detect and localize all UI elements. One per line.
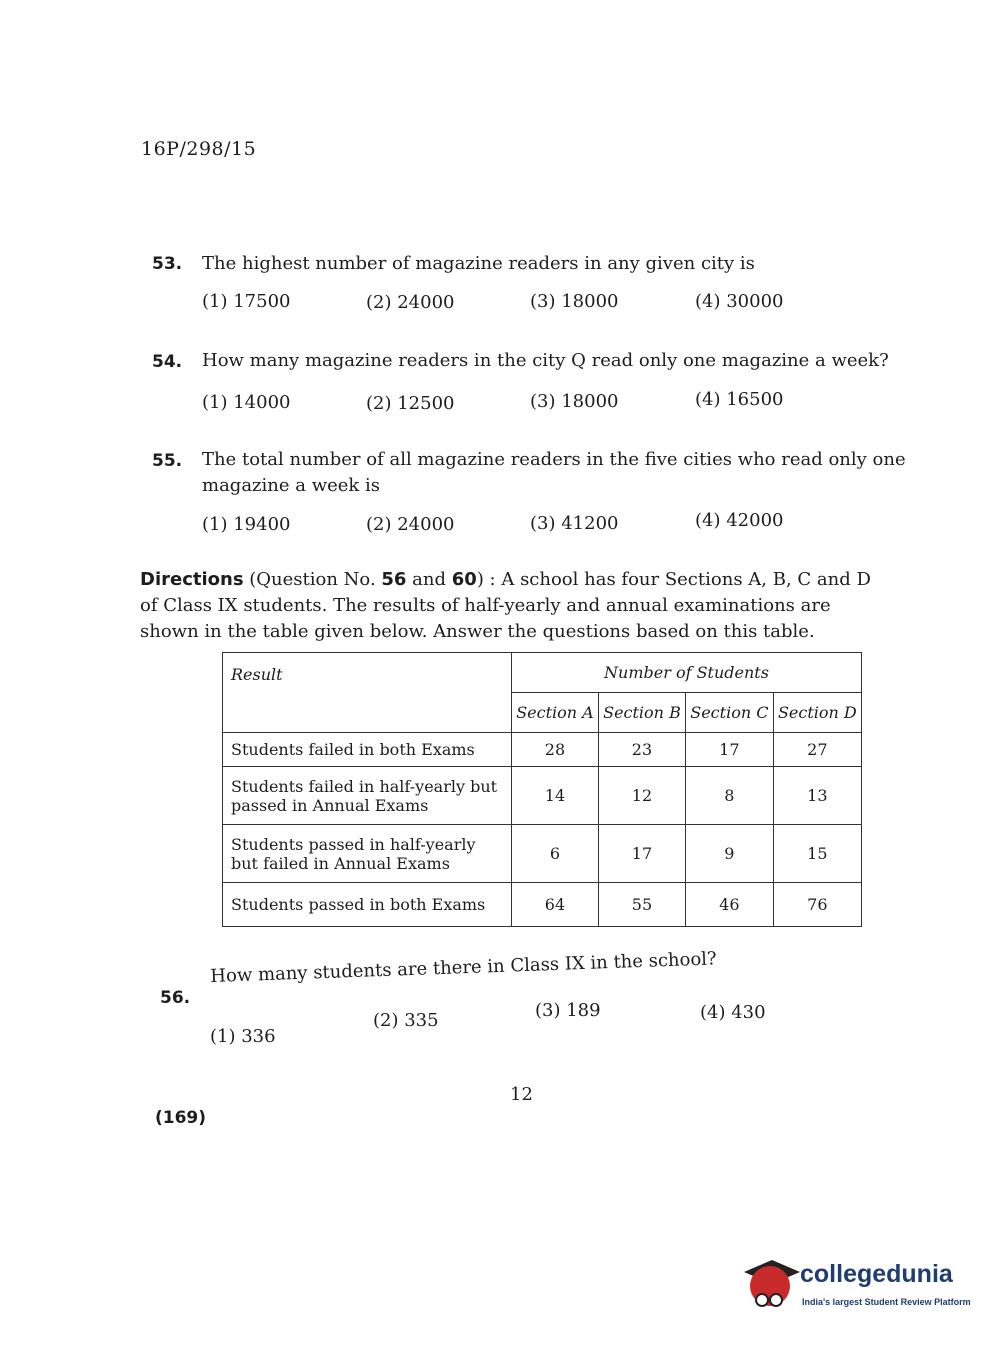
- table-cell: 8: [686, 767, 774, 825]
- section-header: Section D: [773, 693, 861, 733]
- table-cell: 46: [686, 883, 774, 927]
- table-cell: 6: [512, 825, 599, 883]
- mascot-icon: [742, 1250, 802, 1320]
- page-number: 12: [510, 1084, 533, 1105]
- question-number: 55.: [152, 451, 183, 471]
- option: (2) 335: [373, 1010, 439, 1031]
- table-cell: 28: [512, 733, 599, 767]
- directions-label: Directions: [140, 569, 244, 590]
- row-label: Students failed in both Exams: [223, 733, 512, 767]
- table-cell: 9: [686, 825, 774, 883]
- table-row: [223, 767, 862, 825]
- table-cell: 27: [773, 733, 861, 767]
- footer-code: (169): [155, 1108, 207, 1128]
- row-label: Students failed in half-yearly but passed in Annual Exams: [223, 767, 512, 825]
- option: (3) 189: [535, 1000, 601, 1021]
- option: (2) 24000: [366, 292, 455, 313]
- option: (1) 19400: [202, 514, 291, 535]
- option: (3) 41200: [530, 513, 619, 534]
- results-table: [222, 652, 862, 927]
- section-header: Section C: [686, 693, 774, 733]
- brand-name: collegedunia: [800, 1260, 953, 1288]
- brand-tagline: India's largest Student Review Platform: [802, 1297, 971, 1307]
- option: (1) 14000: [202, 392, 291, 413]
- question-text: How many students are there in Class IX in the school?: [210, 948, 718, 987]
- option: (2) 24000: [366, 514, 455, 535]
- group-header: Number of Students: [512, 653, 862, 693]
- question-number: 56.: [160, 988, 191, 1008]
- table-cell: 64: [512, 883, 599, 927]
- directions-q-from: 56: [381, 569, 407, 590]
- question-number: 53.: [152, 254, 183, 274]
- table-cell: 15: [773, 825, 861, 883]
- table-row: [223, 733, 862, 767]
- section-header: Section B: [598, 693, 685, 733]
- directions-mid: and: [406, 569, 452, 590]
- option: (4) 42000: [695, 510, 784, 531]
- question-number: 54.: [152, 352, 183, 372]
- directions-text: ) : A school has four Sections A, B, C and D of Class IX students. The results of half-yearly and annual examinations are shown in the table given below. Answer the questions based on this table.: [140, 569, 871, 642]
- question-text: How many magazine readers in the city Q read only one magazine a week?: [202, 350, 889, 371]
- section-header: Section A: [512, 693, 599, 733]
- row-label: Students passed in half-yearly but failed in Annual Exams: [223, 825, 512, 883]
- table-cell: 55: [598, 883, 685, 927]
- table-cell: 23: [598, 733, 685, 767]
- directions: [140, 567, 880, 645]
- option: (3) 18000: [530, 391, 619, 412]
- table-row: [223, 825, 862, 883]
- option: (2) 12500: [366, 393, 455, 414]
- table-cell: 76: [773, 883, 861, 927]
- option: (4) 16500: [695, 389, 784, 410]
- question-text: The highest number of magazine readers in any given city is: [202, 253, 755, 274]
- table-cell: 17: [598, 825, 685, 883]
- question-text: The total number of all magazine readers in the five cities who read only one: [202, 449, 906, 470]
- result-header: Result: [223, 653, 512, 733]
- question-text: magazine a week is: [202, 475, 381, 496]
- option: (3) 18000: [530, 291, 619, 312]
- option: (1) 17500: [202, 291, 291, 312]
- option: (4) 430: [700, 1002, 766, 1023]
- row-label: Students passed in both Exams: [223, 883, 512, 927]
- table-cell: 13: [773, 767, 861, 825]
- directions-prefix: (Question No.: [243, 569, 382, 590]
- table-row: [223, 883, 862, 927]
- directions-q-to: 60: [451, 569, 477, 590]
- option: (4) 30000: [695, 291, 784, 312]
- option: (1) 336: [210, 1026, 276, 1047]
- table-cell: 17: [686, 733, 774, 767]
- table-cell: 12: [598, 767, 685, 825]
- paper-code: 16P/298/15: [141, 138, 257, 160]
- table-cell: 14: [512, 767, 599, 825]
